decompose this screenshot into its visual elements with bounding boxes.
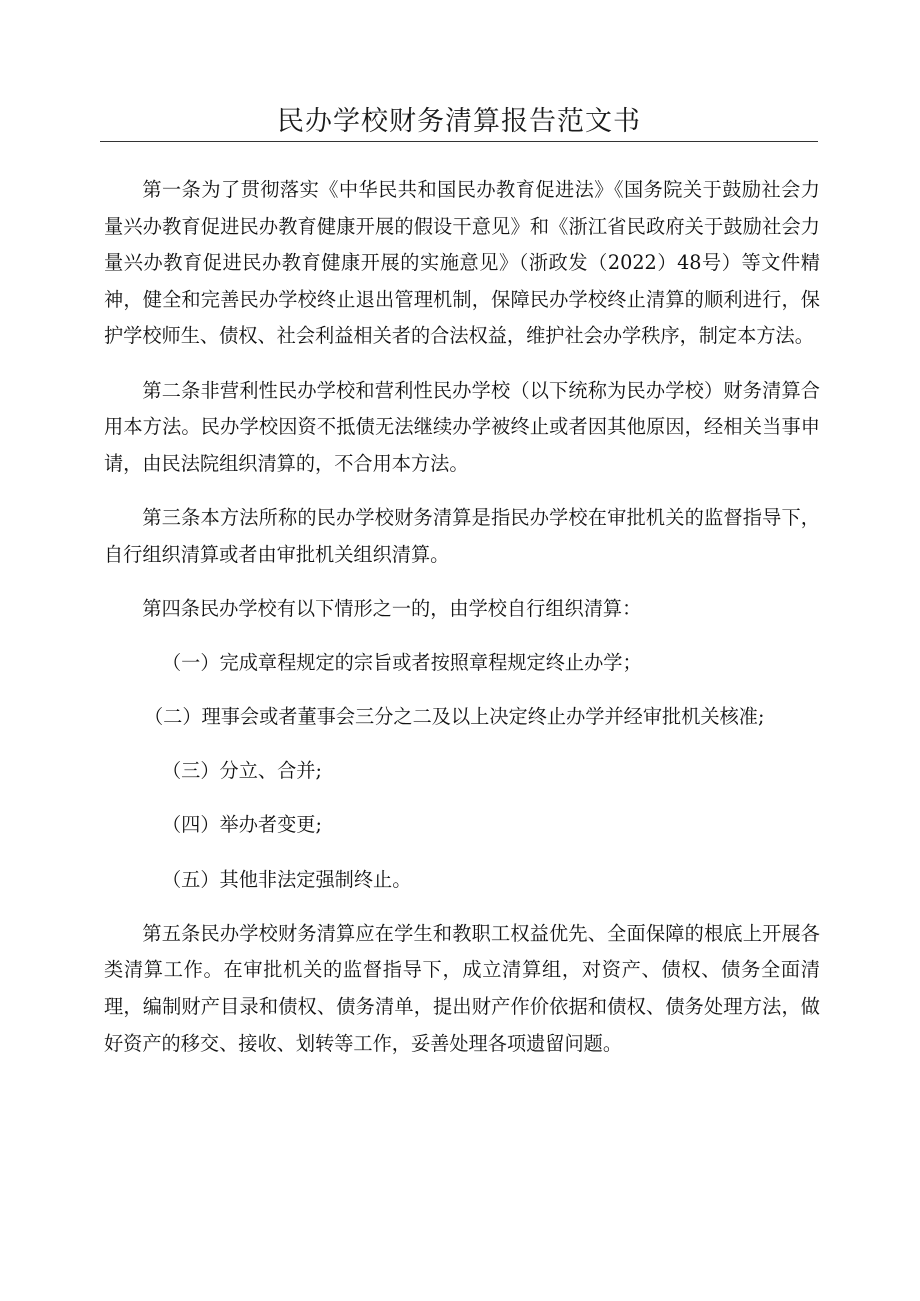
list-item-5: （五）其他非法定强制终止。 — [162, 867, 412, 891]
list-item-3: （三）分立、合并; — [162, 759, 322, 783]
list-item-1: （一）完成章程规定的宗旨或者按照章程规定终止办学； — [162, 650, 642, 674]
article-3-paragraph: 第三条本方法所称的民办学校财务清算是指民办学校在审批机关的监督指导下，自行组织清算或者由审批机关组织清算。 — [104, 505, 820, 566]
article-1-paragraph: 第一条为了贯彻落实《中华民共和国民办教育促进法》《国务院关于鼓励社会力量兴办教育促进民办教育健康开展的假设干意见》和《浙江省民政府关于鼓励社会力量兴办教育促进民办教育健康开展的实施意见》（浙政发（2022）48号）等文件精神，健全和完善民办学校终止退出管理机制，保障民办学校终止清算的顺利进行，保护学校师生、债权、社会利益相关者的合法权益，维护社会办学秩序，制定本方法。 — [104, 178, 820, 348]
document-body — [104, 172, 820, 1080]
title-divider — [100, 141, 818, 142]
list-item-2: （二）理事会或者董事会三分之二及以上决定终止办学并经审批机关核准; — [144, 705, 765, 729]
article-2-paragraph: 第二条非营利性民办学校和营利性民办学校（以下统称为民办学校）财务清算合用本方法。民办学校因资不抵债无法继续办学被终止或者因其他原因，经相关当事申请，由民法院组织清算的，不合用本方法。 — [104, 378, 820, 475]
list-item-4: （四）举办者变更; — [162, 813, 322, 837]
document-title: 民办学校财务清算报告范文书 — [277, 106, 641, 137]
article-4-paragraph: 第四条民办学校有以下情形之一的，由学校自行组织清算： — [142, 596, 642, 620]
article-5-paragraph: 第五条民办学校财务清算应在学生和教职工权益优先、全面保障的根底上开展各类清算工作。在审批机关的监督指导下，成立清算组，对资产、债权、债务全面清理，编制财产目录和债权、债务清单，提出财产作价依据和债权、债务处理方法，做好资产的移交、接收、划转等工作，妥善处理各项遗留问题。 — [104, 921, 820, 1055]
